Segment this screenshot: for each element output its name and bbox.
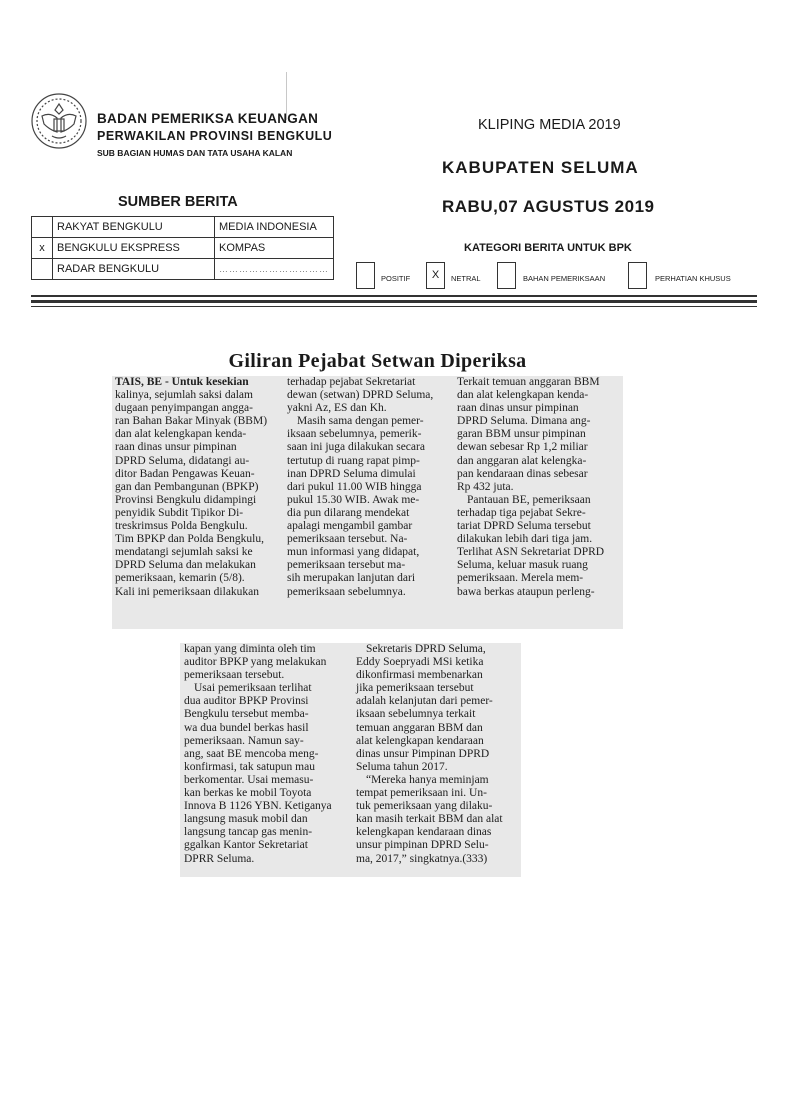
source-mark: x xyxy=(32,238,53,259)
text-line: tempat pemeriksaan ini. Un- xyxy=(356,787,487,800)
text-line: ran Bahan Bakar Minyak (BBM) xyxy=(115,415,268,428)
sources-title: SUMBER BERITA xyxy=(118,194,238,210)
text-line: pemeriksaan. Merela mem- xyxy=(457,572,584,585)
category-checkbox-perhatian[interactable] xyxy=(628,262,647,289)
text-line: dilakukan lebih dari tiga jam. xyxy=(457,533,593,546)
text-line: DPRR Seluma. xyxy=(184,852,255,865)
text-line: treskrimsus Polda Bengkulu. xyxy=(115,520,248,533)
text-line: ggalkan Kantor Sekretariat xyxy=(184,839,308,852)
bpk-garuda-logo-icon xyxy=(30,92,88,150)
header-rule xyxy=(31,306,757,307)
text-line: tariat DPRD Seluma tersebut xyxy=(457,520,591,533)
text-line: mendatangi sejumlah saksi ke xyxy=(115,546,253,559)
article-column-3 xyxy=(457,376,620,599)
category-checkbox-netral[interactable]: X xyxy=(426,262,445,289)
source-left: RADAR BENGKULU xyxy=(53,259,215,280)
text-line: kalinya, sejumlah saksi dalam xyxy=(115,389,253,402)
text-line: ang, saat BE mencoba meng- xyxy=(184,747,319,760)
text-line: ma, 2017,” singkatnya.(333) xyxy=(356,852,488,865)
text-line: Rp 432 juta. xyxy=(457,480,514,493)
text-line: pemeriksaan tersebut ma- xyxy=(287,559,406,572)
org-name: BADAN PEMERIKSA KEUANGAN xyxy=(97,111,319,126)
text-line: iksaan sebelumnya, pemerik- xyxy=(287,428,422,441)
text-line: garan BBM unsur pimpinan xyxy=(457,428,586,441)
text-line: Eddy Soepryadi MSi ketika xyxy=(356,656,484,669)
text-line: pukul 15.30 WIB. Awak me- xyxy=(287,493,420,506)
text-line: terhadap pejabat Sekretariat xyxy=(287,376,416,388)
org-branch: PERWAKILAN PROVINSI BENGKULU xyxy=(97,129,333,143)
text-line: Seluma tahun 2017. xyxy=(356,760,448,773)
text-line: Seluma, keluar masuk ruang xyxy=(457,559,588,572)
text-line: kapan yang diminta oleh tim xyxy=(184,643,316,655)
text-line: Tim BPKP dan Polda Bengkulu, xyxy=(115,533,264,546)
text-line: dewan sebesar Rp 1,2 miliar xyxy=(457,441,588,454)
text-line: dikonfirmasi membenarkan xyxy=(356,669,483,682)
article-column-1 xyxy=(115,376,276,599)
text-line: “Mereka hanya meminjam xyxy=(366,773,489,786)
text-line: tertutup di ruang rapat pimp- xyxy=(287,454,420,467)
text-line: penyidik Subdit Tipikor Di- xyxy=(115,506,244,519)
text-line: Kali ini pemeriksaan dilakukan xyxy=(115,585,260,598)
source-right: MEDIA INDONESIA xyxy=(215,217,334,238)
text-line: pemeriksaan tersebut. Na- xyxy=(287,533,408,546)
source-mark xyxy=(32,259,53,280)
text-line: kan berkas ke mobil Toyota xyxy=(184,787,312,800)
text-line: Innova B 1126 YBN. Ketiganya xyxy=(184,800,332,813)
text-line: auditor BPKP yang melakukan xyxy=(184,656,327,669)
text-line: raan dinas unsur pimpinan xyxy=(115,441,237,454)
text-line: yakni Az, ES dan Kh. xyxy=(287,402,387,415)
sources-row xyxy=(32,238,334,259)
text-line: unsur pimpinan DPRD Selu- xyxy=(356,839,489,852)
text-line: kan masih terkait BBM dan alat xyxy=(356,813,503,826)
text-line: Terlihat ASN Sekretariat DPRD xyxy=(457,546,605,559)
header-rule xyxy=(31,300,757,303)
text-line: raan dinas unsur pimpinan xyxy=(457,402,579,415)
text-line: saan ini juga dilakukan secara xyxy=(287,441,425,454)
text-line: dua auditor BPKP Provinsi xyxy=(184,695,309,708)
category-label-netral: NETRAL xyxy=(451,274,481,283)
source-right: KOMPAS xyxy=(215,238,334,259)
text-line: ditor Badan Pengawas Keuan- xyxy=(115,467,255,480)
category-title: KATEGORI BERITA UNTUK BPK xyxy=(464,242,632,254)
text-line: berkomentar. Usai memasu- xyxy=(184,773,314,786)
text-line: wa dua bundel berkas hasil xyxy=(184,721,309,734)
text-line: gan dan Pembangunan (BPKP) xyxy=(115,480,259,493)
text-line: adalah kelanjutan dari pemer- xyxy=(356,695,493,708)
text-line: kelengkapan kendaraan dinas xyxy=(356,826,492,839)
article-column-2 xyxy=(287,376,447,599)
text-line: TAIS, BE - Untuk kesekian xyxy=(115,376,249,388)
text-line: pemeriksaan sebelumnya. xyxy=(287,585,406,598)
text-line: dugaan penyimpangan angga- xyxy=(115,402,253,415)
text-line: dari pukul 11.00 WIB hingga xyxy=(287,480,422,493)
article-clipping-top xyxy=(112,376,623,629)
text-line: dan alat kelengkapan kenda- xyxy=(115,428,247,441)
source-left: BENGKULU EKSPRESS xyxy=(53,238,215,259)
date-title: RABU,07 AGUSTUS 2019 xyxy=(442,197,655,216)
text-line: konfirmasi, tak satupun mau xyxy=(184,760,315,773)
text-line: bawa berkas ataupun perleng- xyxy=(457,585,595,598)
header-rule xyxy=(31,295,757,297)
text-line: dan anggaran alat kelengka- xyxy=(457,454,587,467)
text-line: Sekretaris DPRD Seluma, xyxy=(366,643,486,655)
category-label-positif: POSITIF xyxy=(381,274,411,283)
text-line: apalagi mengambil gambar xyxy=(287,520,413,533)
region-title: KABUPATEN SELUMA xyxy=(442,158,639,177)
article-clipping-bottom xyxy=(180,643,521,877)
sources-row xyxy=(32,259,334,280)
text-line: dewan (setwan) DPRD Seluma, xyxy=(287,389,434,402)
text-line: DPRD Seluma, didatangi au- xyxy=(115,454,250,467)
text-line: dan alat kelengkapan kenda- xyxy=(457,389,589,402)
text-line: pemeriksaan. Namun say- xyxy=(184,734,304,747)
text-line: pemeriksaan, kemarin (5/8). xyxy=(115,572,245,585)
category-label-bahan: BAHAN PEMERIKSAAN xyxy=(523,274,606,283)
text-line: langsung masuk mobil dan xyxy=(184,813,308,826)
text-line: Bengkulu tersebut memba- xyxy=(184,708,309,721)
text-line: inan DPRD Seluma dimulai xyxy=(287,467,416,480)
category-checkbox-positif[interactable] xyxy=(356,262,375,289)
text-line: langsung tancap gas menin- xyxy=(184,826,313,839)
text-line: mun informasi yang didapat, xyxy=(287,546,420,559)
text-line: tuk pemeriksaan yang dilaku- xyxy=(356,800,493,813)
article-column-5 xyxy=(356,643,518,866)
article-column-4 xyxy=(184,643,346,866)
text-line: Terkait temuan anggaran BBM xyxy=(457,376,600,388)
text-line: dinas unsur Pimpinan DPRD xyxy=(356,747,490,760)
text-line: Usai pemeriksaan terlihat xyxy=(194,682,312,695)
article-headline: Giliran Pejabat Setwan Diperiksa xyxy=(228,350,527,372)
text-line: Pantauan BE, pemeriksaan xyxy=(467,493,591,506)
text-line: iksaan sebelumnya terkait xyxy=(356,708,476,721)
category-checkbox-bahan[interactable] xyxy=(497,262,516,289)
sources-row xyxy=(32,217,334,238)
source-left: RAKYAT BENGKULU xyxy=(53,217,215,238)
kliping-title: KLIPING MEDIA 2019 xyxy=(478,117,621,133)
text-line: dia pun dilarang mendekat xyxy=(287,506,410,519)
text-line: alat kelengkapan kendaraan xyxy=(356,734,484,747)
source-mark xyxy=(32,217,53,238)
sources-table xyxy=(31,216,334,280)
text-line: terhadap tiga pejabat Sekre- xyxy=(457,506,586,519)
source-right: …………………………… xyxy=(215,259,334,280)
text-line: pan kendaraan dinas sebesar xyxy=(457,467,588,480)
text-line: sih merupakan lanjutan dari xyxy=(287,572,416,585)
text-line: temuan anggaran BBM dan xyxy=(356,721,483,734)
text-line: DPRD Seluma. Dimana ang- xyxy=(457,415,591,428)
text-line: Provinsi Bengkulu didampingi xyxy=(115,493,257,506)
text-line: jika pemeriksaan tersebut xyxy=(356,682,474,695)
text-line: pemeriksaan tersebut. xyxy=(184,669,285,682)
text-line: DPRD Seluma dan melakukan xyxy=(115,559,256,572)
text-line: Masih sama dengan pemer- xyxy=(297,415,424,428)
category-label-perhatian: PERHATIAN KHUSUS xyxy=(655,274,731,283)
org-unit: SUB BAGIAN HUMAS DAN TATA USAHA KALAN xyxy=(97,148,293,158)
